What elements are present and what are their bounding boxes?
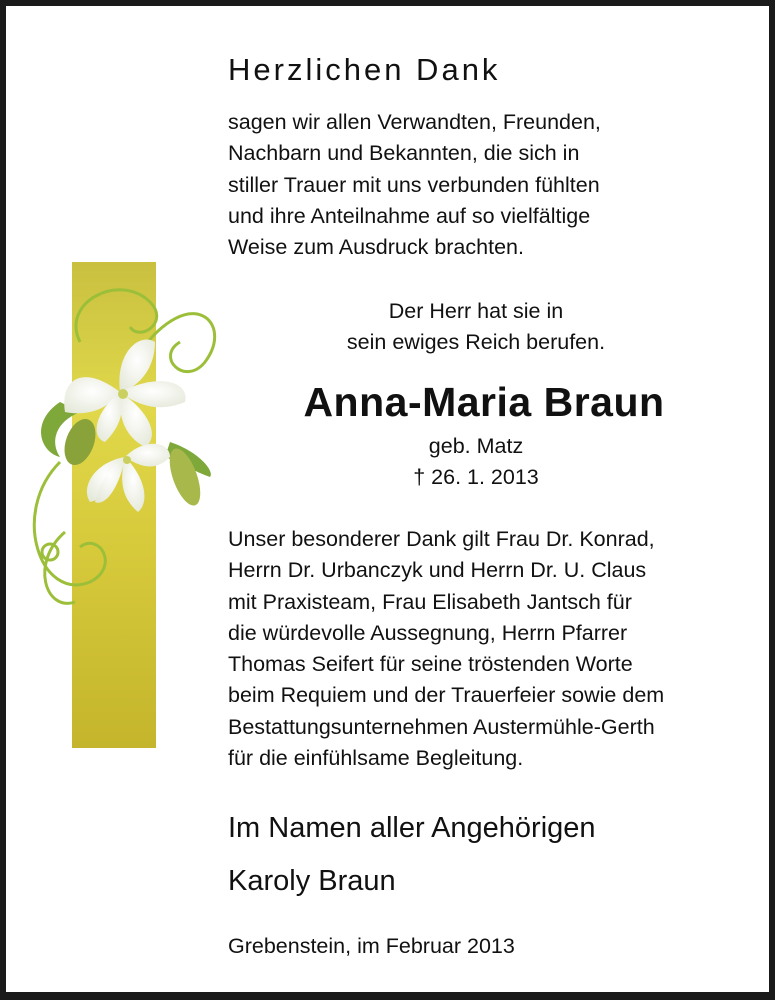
intro-line: stiller Trauer mit uns verbunden fühlten [228, 172, 600, 197]
closing-line: Im Namen aller Angehörigen [228, 812, 596, 844]
closing-signature [228, 802, 596, 908]
yellow-panel [72, 262, 156, 748]
bible-quote [196, 296, 756, 359]
thanks-line: Bestattungsunternehmen Austermühle-Gerth [228, 714, 655, 739]
life-details [196, 431, 756, 494]
thanks-line: beim Requiem und der Trauerfeier sowie dem [228, 683, 665, 708]
deceased-name: Anna-Maria Braun [303, 379, 665, 425]
death-date: † 26. 1. 2013 [413, 465, 539, 490]
thanks-line: die würdevolle Aussegnung, Herrn Pfarrer [228, 620, 628, 645]
thanks-line: für die einfühlsame Begleitung. [228, 746, 524, 771]
signatory-name: Karoly Braun [228, 865, 396, 897]
quote-line: sein ewiges Reich berufen. [346, 330, 606, 355]
obituary-card [6, 6, 769, 992]
thanks-line: Thomas Seifert für seine tröstenden Worte [228, 652, 633, 677]
place-date: Grebenstein, im Februar 2013 [228, 934, 515, 958]
thanks-line: mit Praxisteam, Frau Elisabeth Jantsch für [228, 589, 632, 614]
lily-decoration-icon [20, 262, 220, 752]
intro-line: Weise zum Ausdruck brachten. [228, 235, 524, 260]
thanks-text [228, 524, 664, 774]
intro-line: Nachbarn und Bekannten, die sich in [228, 141, 580, 166]
intro-text [228, 107, 601, 263]
lily-flower-icon [41, 339, 211, 512]
heading: Herzlichen Dank [228, 52, 501, 87]
thanks-line: Unser besonderer Dank gilt Frau Dr. Konrad, [228, 527, 655, 551]
thanks-line: Herrn Dr. Urbanczyk und Herrn Dr. U. Claus [228, 558, 647, 583]
quote-line: Der Herr hat sie in [388, 299, 564, 323]
intro-line: und ihre Anteilnahme auf so vielfältige [228, 203, 591, 228]
intro-line: sagen wir allen Verwandten, Freunden, [228, 110, 601, 134]
birth-name: geb. Matz [428, 434, 524, 458]
